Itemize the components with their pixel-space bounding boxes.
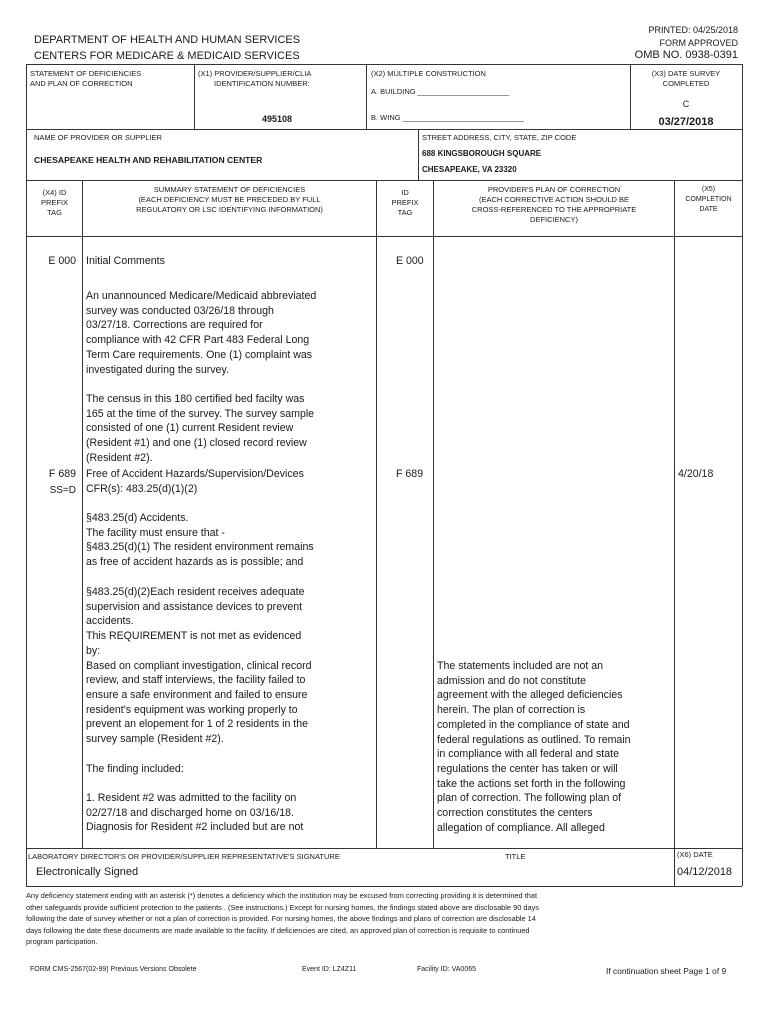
col-plan-2: (EACH CORRECTIVE ACTION SHOULD BE xyxy=(478,195,630,204)
disclaimer-line: other safeguards provide sufficient protection to the patients . (See instructions.) Except for nursing homes, the findings stated above are disclosable 90 days xyxy=(26,902,539,912)
text-line: (Resident #2). xyxy=(86,451,153,464)
text-line: Diagnosis for Resident #2 included but are not xyxy=(86,821,304,834)
rule-signature-split xyxy=(674,848,675,886)
text-line: survey was conducted 03/26/18 through xyxy=(86,304,274,317)
col-x4-1: (X4) ID xyxy=(42,188,67,197)
col-id-3: TAG xyxy=(397,208,413,217)
tag-f689-right: F 689 xyxy=(396,468,424,480)
text-line: prevent an elopement for 1 of 2 residents in the xyxy=(86,718,309,731)
rule-col-1 xyxy=(82,180,83,848)
text-line: resident's equipment was working properly to xyxy=(86,703,298,716)
agency-line-1: DEPARTMENT OF HEALTH AND HUMAN SERVICES xyxy=(34,34,301,46)
text-line: regulations the center has taken or will xyxy=(437,762,618,775)
x3-label-2: COMPLETED xyxy=(662,79,710,88)
summary-paragraph-survey xyxy=(86,289,316,377)
col-summary-2: (EACH DEFICIENCY MUST BE PRECEDED BY FULL xyxy=(138,195,321,204)
signature-value: Electronically Signed xyxy=(36,866,139,878)
summary-paragraph-census xyxy=(86,392,314,466)
plan-of-correction-paragraph xyxy=(437,659,631,835)
signature-date: 04/12/2018 xyxy=(677,866,733,878)
text-line: plan of correction. The following plan of xyxy=(437,792,622,805)
text-line: §483.25(d) Accidents. xyxy=(86,512,189,524)
x3-label-1: (X3) DATE SURVEY xyxy=(651,69,721,78)
text-line: completed in the compliance of state and xyxy=(437,718,630,731)
text-line: allegation of compliance. All alleged xyxy=(437,821,605,834)
text-line: 1. Resident #2 was admitted to the facility on xyxy=(86,792,297,804)
text-line: 02/27/18 and discharged home on 03/16/18. xyxy=(86,806,294,819)
summary-paragraph-accidents xyxy=(86,511,314,570)
tag-f689-left: F 689 xyxy=(48,468,76,480)
printed-date: PRINTED: 04/25/2018 xyxy=(648,25,738,35)
rule-col-3 xyxy=(433,180,434,848)
tag-e000-right: E 000 xyxy=(396,255,424,267)
tag-e000-title: Initial Comments xyxy=(86,255,165,267)
tag-f689-severity: SS=D xyxy=(49,485,76,496)
form-approved: FORM APPROVED xyxy=(659,38,738,48)
text-line: admission and do not constitute xyxy=(437,674,586,687)
text-line: The facility must ensure that - xyxy=(86,526,225,539)
title-label: TITLE xyxy=(505,852,526,861)
col-plan-4: DEFICIENCY) xyxy=(530,215,578,224)
rule-provider-bottom xyxy=(26,180,742,181)
text-line: in compliance with all federal and state xyxy=(437,748,619,761)
rule-provider-split xyxy=(418,129,419,180)
text-line: herein. The plan of correction is xyxy=(437,704,586,717)
text-line: §483.25(d)(1) The resident environment remains xyxy=(86,541,314,554)
continuation-page: If continuation sheet Page 1 of 9 xyxy=(606,966,727,976)
text-line: review, and staff interviews, the facility failed to xyxy=(86,674,306,687)
col-x5-2: COMPLETION xyxy=(685,196,732,203)
disclaimer-line: days following the date these documents are made available to the facility. If deficiencies are cited, an approved plan of correction is requisite to continued xyxy=(26,925,530,935)
x2-building: A. BUILDING ______________________ xyxy=(371,87,510,96)
x1-label-2: IDENTIFICATION NUMBER: xyxy=(214,79,310,88)
col-id-1: ID xyxy=(401,188,409,197)
tag-f689-completion-date: 4/20/18 xyxy=(678,468,714,480)
x3-c: C xyxy=(682,99,690,109)
provider-id-value: 495108 xyxy=(262,114,293,124)
tag-f689-title-1: Free of Accident Hazards/Supervision/Devices xyxy=(86,468,304,480)
rule-colheader-bottom xyxy=(26,236,742,237)
omb-number: OMB NO. 0938-0391 xyxy=(634,49,738,61)
rule-content-bottom xyxy=(26,848,742,849)
facility-id: Facility ID: VA0065 xyxy=(417,966,477,973)
disclaimer-line: program participation. xyxy=(26,937,98,946)
col-summary-3: REGULATORY OR LSC IDENTIFYING INFORMATION) xyxy=(136,205,323,214)
col-x4-2: PREFIX xyxy=(40,198,69,207)
text-line: by: xyxy=(86,644,101,657)
agency-line-2: CENTERS FOR MEDICARE & MEDICAID SERVICES xyxy=(34,50,300,62)
provider-name: CHESAPEAKE HEALTH AND REHABILITATION CENTER xyxy=(34,155,263,165)
x2-wing: B. WING _____________________________ xyxy=(371,113,524,122)
summary-paragraph-requirement xyxy=(86,585,312,747)
col-plan-1: PROVIDER'S PLAN OF CORRECTION xyxy=(487,185,621,194)
rule-box-2 xyxy=(366,64,367,129)
text-line: The statements included are not an xyxy=(437,660,604,672)
text-line: correction constitutes the centers xyxy=(437,807,593,820)
summary-paragraph-resident xyxy=(86,791,303,835)
rule-col-2 xyxy=(376,180,377,848)
text-line: 165 at the time of the survey. The survey sample xyxy=(86,407,315,420)
form-number: FORM CMS-2567(02-99) Previous Versions Obsolete xyxy=(30,966,197,973)
text-line: §483.25(d)(2)Each resident receives adequate xyxy=(86,586,305,598)
rule-col-4 xyxy=(674,180,675,848)
text-line: supervision and assistance devices to prevent xyxy=(86,600,303,613)
x1-label-1: (X1) PROVIDER/SUPPLIER/CLIA xyxy=(198,69,312,78)
text-line: The census in this 180 certified bed facilty was xyxy=(86,393,305,405)
disclaimer xyxy=(26,890,539,948)
statement-label-1: STATEMENT OF DEFICIENCIES xyxy=(30,69,142,78)
provider-label: NAME OF PROVIDER OR SUPPLIER xyxy=(34,133,162,142)
text-line: compliance with 42 CFR Part 483 Federal Long xyxy=(86,334,310,347)
text-line: 03/27/18. Corrections are required for xyxy=(86,319,263,332)
text-line: An unannounced Medicare/Medicaid abbreviated xyxy=(86,290,317,302)
tag-e000-left: E 000 xyxy=(48,255,76,267)
col-x5-3: DATE xyxy=(699,206,718,213)
disclaimer-line: Any deficiency statement ending with an asterisk (*) denotes a deficiency which the institution may be excused from correcting providing it is determined that xyxy=(26,891,538,900)
rule-signature-bottom xyxy=(26,886,742,887)
text-line: agreement with the alleged deficiencies xyxy=(437,689,623,702)
address-label: STREET ADDRESS, CITY, STATE, ZIP CODE xyxy=(422,133,577,142)
address-line-2: CHESAPEAKE, VA 23320 xyxy=(422,165,517,174)
text-line: federal regulations as outlined. To remain xyxy=(437,733,631,746)
text-line: take the actions set forth in the following xyxy=(437,777,626,790)
rule-right xyxy=(742,64,743,886)
text-line: This REQUIREMENT is not met as evidenced xyxy=(86,630,302,643)
text-line: accidents. xyxy=(86,615,134,628)
col-x5-1: (X5) xyxy=(701,186,716,193)
tag-f689-title-2: CFR(s): 483.25(d)(1)(2) xyxy=(86,483,198,495)
text-line: investigated during the survey. xyxy=(86,363,229,376)
col-summary-1: SUMMARY STATEMENT OF DEFICIENCIES xyxy=(153,185,306,194)
text-line: (Resident #1) and one (1) closed record review xyxy=(86,437,307,450)
rule-top xyxy=(26,64,742,65)
signature-label: LABORATORY DIRECTOR'S OR PROVIDER/SUPPLIER REPRESENTATIVE'S SIGNATURE xyxy=(28,852,340,861)
text-line: ensure a safe environment and failed to ensure xyxy=(86,688,308,701)
address-line-1: 688 KINGSBOROUGH SQUARE xyxy=(422,149,542,158)
x2-label: (X2) MULTIPLE CONSTRUCTION xyxy=(371,69,486,78)
text-line: survey sample (Resident #2). xyxy=(86,733,224,746)
text-line: Term Care requirements. One (1) complaint was xyxy=(86,348,313,361)
text-line: consisted of one (1) current Resident review xyxy=(86,422,294,435)
event-id: Event ID: LZ4Z11 xyxy=(302,966,357,973)
summary-paragraph-finding xyxy=(86,762,184,777)
text-line: as free of accident hazards as is possible; and xyxy=(86,556,304,569)
rule-box-1 xyxy=(194,64,195,129)
text-line: The finding included: xyxy=(86,763,184,775)
rule-boxes-bottom xyxy=(26,129,742,130)
col-id-2: PREFIX xyxy=(391,198,419,207)
text-line: Based on compliant investigation, clinical record xyxy=(86,659,312,672)
col-plan-3: CROSS-REFERENCED TO THE APPROPRIATE xyxy=(471,205,637,214)
statement-label-2: AND PLAN OF CORRECTION xyxy=(30,79,133,88)
disclaimer-line: following the date of survey whether or not a plan of correction is provided. For nursing homes, the above findings and plans of correction are disclosable 14 xyxy=(26,914,536,923)
col-x4-3: TAG xyxy=(47,208,62,217)
survey-date: 03/27/2018 xyxy=(658,116,714,128)
date-label: (X6) DATE xyxy=(677,850,713,859)
